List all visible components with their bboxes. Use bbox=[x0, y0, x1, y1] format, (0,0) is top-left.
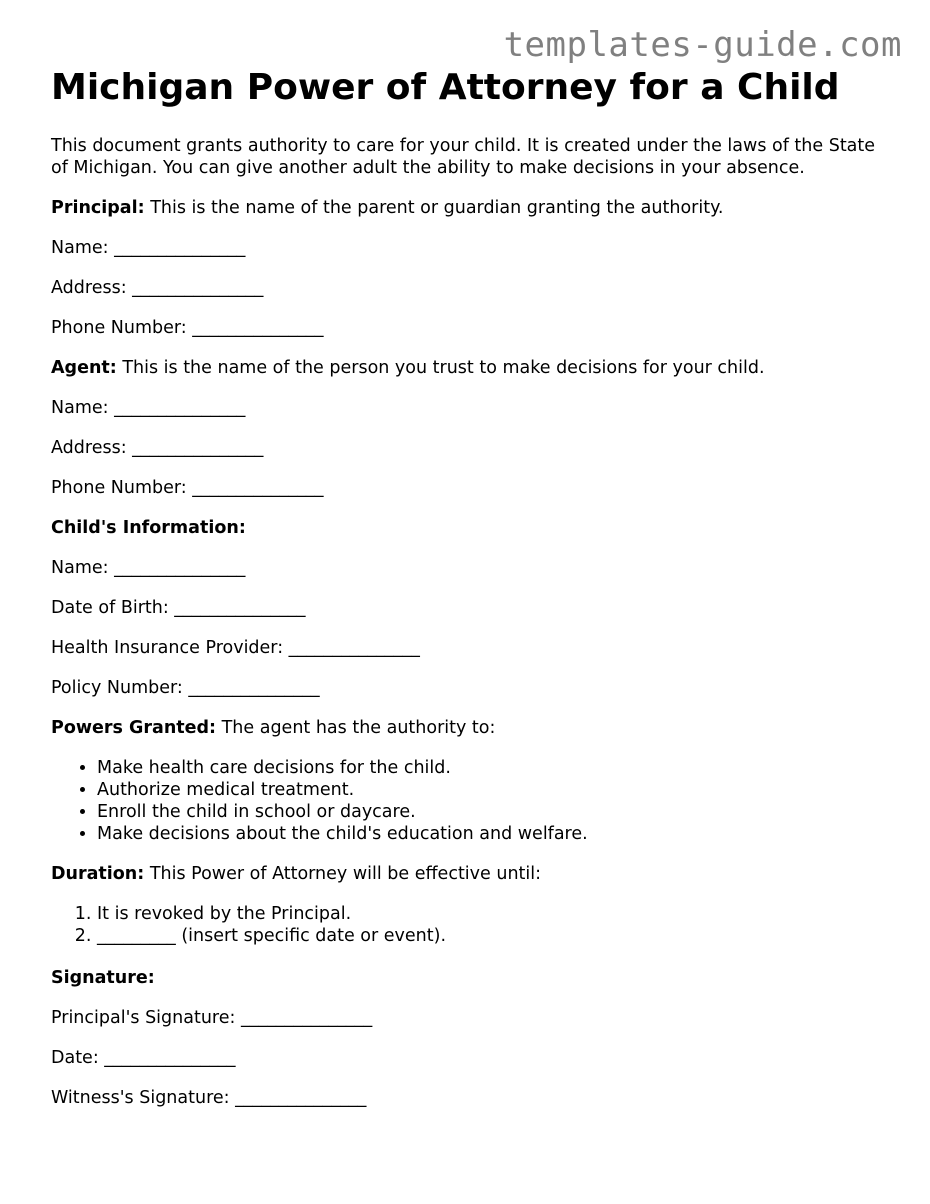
signature-heading: Signature: bbox=[51, 968, 155, 988]
principal-signature-field: Principal's Signature: _______________ bbox=[51, 1008, 373, 1028]
principal-address-field: Address: _______________ bbox=[51, 278, 264, 298]
witness-signature-field: Witness's Signature: _______________ bbox=[51, 1088, 367, 1108]
page-title: Michigan Power of Attorney for a Child bbox=[51, 67, 840, 108]
list-item: 1. It is revoked by the Principal. bbox=[97, 903, 881, 925]
powers-description: The agent has the authority to: bbox=[216, 718, 496, 738]
principal-heading: Principal: bbox=[51, 198, 145, 218]
powers-heading: Powers Granted: bbox=[51, 718, 217, 738]
watermark: templates-guide.com bbox=[503, 25, 902, 65]
document-body bbox=[51, 68, 881, 1109]
duration-description: This Power of Attorney will be effective until: bbox=[144, 864, 542, 884]
agent-name-field: Name: _______________ bbox=[51, 398, 246, 418]
child-section-label bbox=[51, 517, 881, 539]
principal-name-field: Name: _______________ bbox=[51, 238, 246, 258]
principal-description: This is the name of the parent or guardian granting the authority. bbox=[144, 198, 724, 218]
child-policy-field: Policy Number: _______________ bbox=[51, 678, 320, 698]
list-item: • Make decisions about the child's education and welfare. bbox=[97, 823, 881, 845]
duration-heading: Duration: bbox=[51, 864, 145, 884]
child-dob-field: Date of Birth: _______________ bbox=[51, 598, 306, 618]
agent-section-label bbox=[51, 357, 881, 379]
list-item: • Authorize medical treatment. bbox=[97, 779, 881, 801]
principal-phone-field: Phone Number: _______________ bbox=[51, 318, 324, 338]
agent-heading: Agent: bbox=[51, 358, 117, 378]
principal-section-label bbox=[51, 197, 881, 219]
child-heading: Child's Information: bbox=[51, 518, 246, 538]
child-name-field: Name: _______________ bbox=[51, 558, 246, 578]
child-insurance-field: Health Insurance Provider: _______________ bbox=[51, 638, 420, 658]
list-item: • Make health care decisions for the child. bbox=[97, 757, 881, 779]
powers-list bbox=[51, 757, 881, 845]
list-item: • Enroll the child in school or daycare. bbox=[97, 801, 881, 823]
duration-section-label bbox=[51, 863, 881, 885]
agent-description: This is the name of the person you trust to make decisions for your child. bbox=[116, 358, 765, 378]
intro-paragraph: This document grants authority to care for your child. It is created under the laws of the State of Michigan. You can give another adult the ability to make decisions in your absence. bbox=[51, 136, 876, 178]
agent-phone-field: Phone Number: _______________ bbox=[51, 478, 324, 498]
powers-section-label bbox=[51, 717, 881, 739]
signature-date-field: Date: _______________ bbox=[51, 1048, 236, 1068]
signature-section-label bbox=[51, 967, 881, 989]
list-item: 2. _________ (insert specific date or event). bbox=[97, 925, 881, 947]
agent-address-field: Address: _______________ bbox=[51, 438, 264, 458]
duration-list bbox=[51, 903, 881, 947]
